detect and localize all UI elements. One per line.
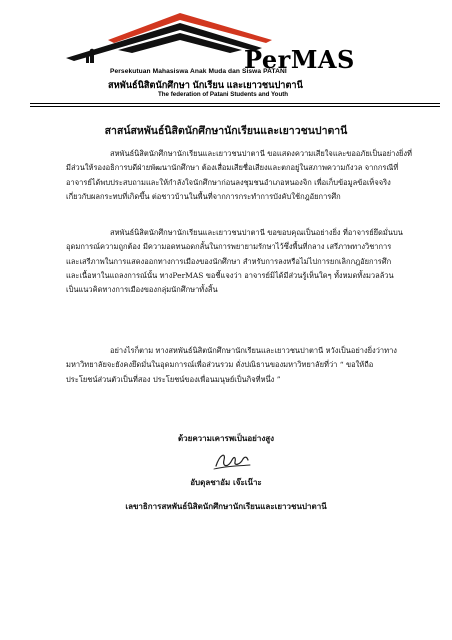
org-name-thai: สหพันธ์นิสิตนักศึกษา นักเรียน และเยาวชนปาตานี (108, 80, 303, 90)
header-rule (30, 103, 440, 104)
header-rule-thin (30, 106, 440, 107)
document-title: สาสน์สหพันธ์นิสิตนักศึกษานักเรียนและเยาวชนปาตานี (104, 125, 348, 137)
paragraph-line: อย่างไรก็ตาม ทางสหพันธ์นิสิตนักศึกษานักเรียนและเยาวชนปาตานี หวังเป็นอย่างยิ่งว่าทาง (110, 346, 397, 355)
paragraph-line: อาจารย์ได้พบประสบถามและให้กำลังใจนักศึกษาก่อนลงชุมชนอำเภอหนองจิก เพื่อเก็บข้อมูลข้อเท็จจริง (66, 177, 391, 187)
brand-wordmark: PerMAS (244, 45, 355, 74)
paragraph-line: มหาวิทยาลัยจะยังคงยึดมั่นในอุดมการณ์เพื่อส่วนรวม ดั่งปณิธานของมหาวิทยาลัยที่ว่า “ ขอให้ถือ (66, 360, 374, 370)
paragraph-line: เกี่ยวกับผลกระทบที่เกิดขึ้น ต่อชาวบ้านในพื้นที่จากการกระทำการบังคับใช้กฎอัยการศึก (66, 191, 341, 201)
paragraph-3 (66, 344, 412, 387)
signer-name: อับดุลชาอัม เจ๊ะเน๊าะ (190, 477, 262, 487)
org-name-english: The federation of Patani Students and Youth (158, 91, 289, 98)
paragraph-line: ประโยชน์ส่วนตัวเป็นที่สอง ประโยชน์ของเพื่อนมนุษย์เป็นกิจที่หนึ่ง ” (66, 374, 281, 384)
closing-salutation: ด้วยความเคารพเป็นอย่างสูง (177, 433, 275, 443)
letterhead (30, 10, 440, 112)
paragraph-line: สหพันธ์นิสิตนักศึกษานักเรียนและเยาวชนปาตานี ขอขอบคุณเป็นอย่างยิ่ง ที่อาจารย์ยึดมั่นบน (110, 228, 403, 237)
paragraph-line: และเสรีภาพในการแสดงออกทางการเมืองของนักศึกษา สำหรับการลงหรือไม่ไปการยกเลิกกฎอัยการศึก (66, 256, 392, 266)
paragraph-2 (66, 226, 412, 297)
paragraph-line: อุดมการณ์ความถูกต้อง มีความอดทนอดกลั้นในการพยายามรักษาไว้ซึ่งพื้นที่กลาง เสรีภาพทางวิชาการ (66, 242, 392, 252)
paragraph-line: มีส่วนให้รองอธิการบดีฝ่ายพัฒนานักศึกษา ต้องเสื่อมเสียชื่อเสียงและตกอยู่ในสภาพความกังวล จากกรณีที่ (66, 163, 399, 173)
paragraph-line: และเนื้อหาในแถลงการณ์นั้น ทางPerMAS ขอชี้แจงว่า อาจารย์มิได้มีส่วนรู้เห็นใดๆ ทั้งหมดทั้งมวลล้วน (66, 270, 394, 280)
handwritten-signature (212, 448, 252, 474)
signer-position: เลขาธิการสหพันธ์นิสิตนักศึกษานักเรียนและเยาวชนปาตานี (125, 501, 327, 511)
paragraph-1 (66, 147, 412, 204)
paragraph-line: สหพันธ์นิสิตนักศึกษานักเรียนและเยาวชนปาตานี ขอแสดงความเสียใจและขออภัยเป็นอย่างยิ่งที่ (110, 149, 412, 158)
permas-roof-logo (30, 10, 440, 70)
org-name-malay: Persekutuan Mahasiswa Anak Muda dan Siswa PATANI (110, 68, 287, 75)
paragraph-line: เป็นแนวคิดทางการเมืองของกลุ่มนักศึกษาทั้งสิ้น (66, 285, 218, 295)
